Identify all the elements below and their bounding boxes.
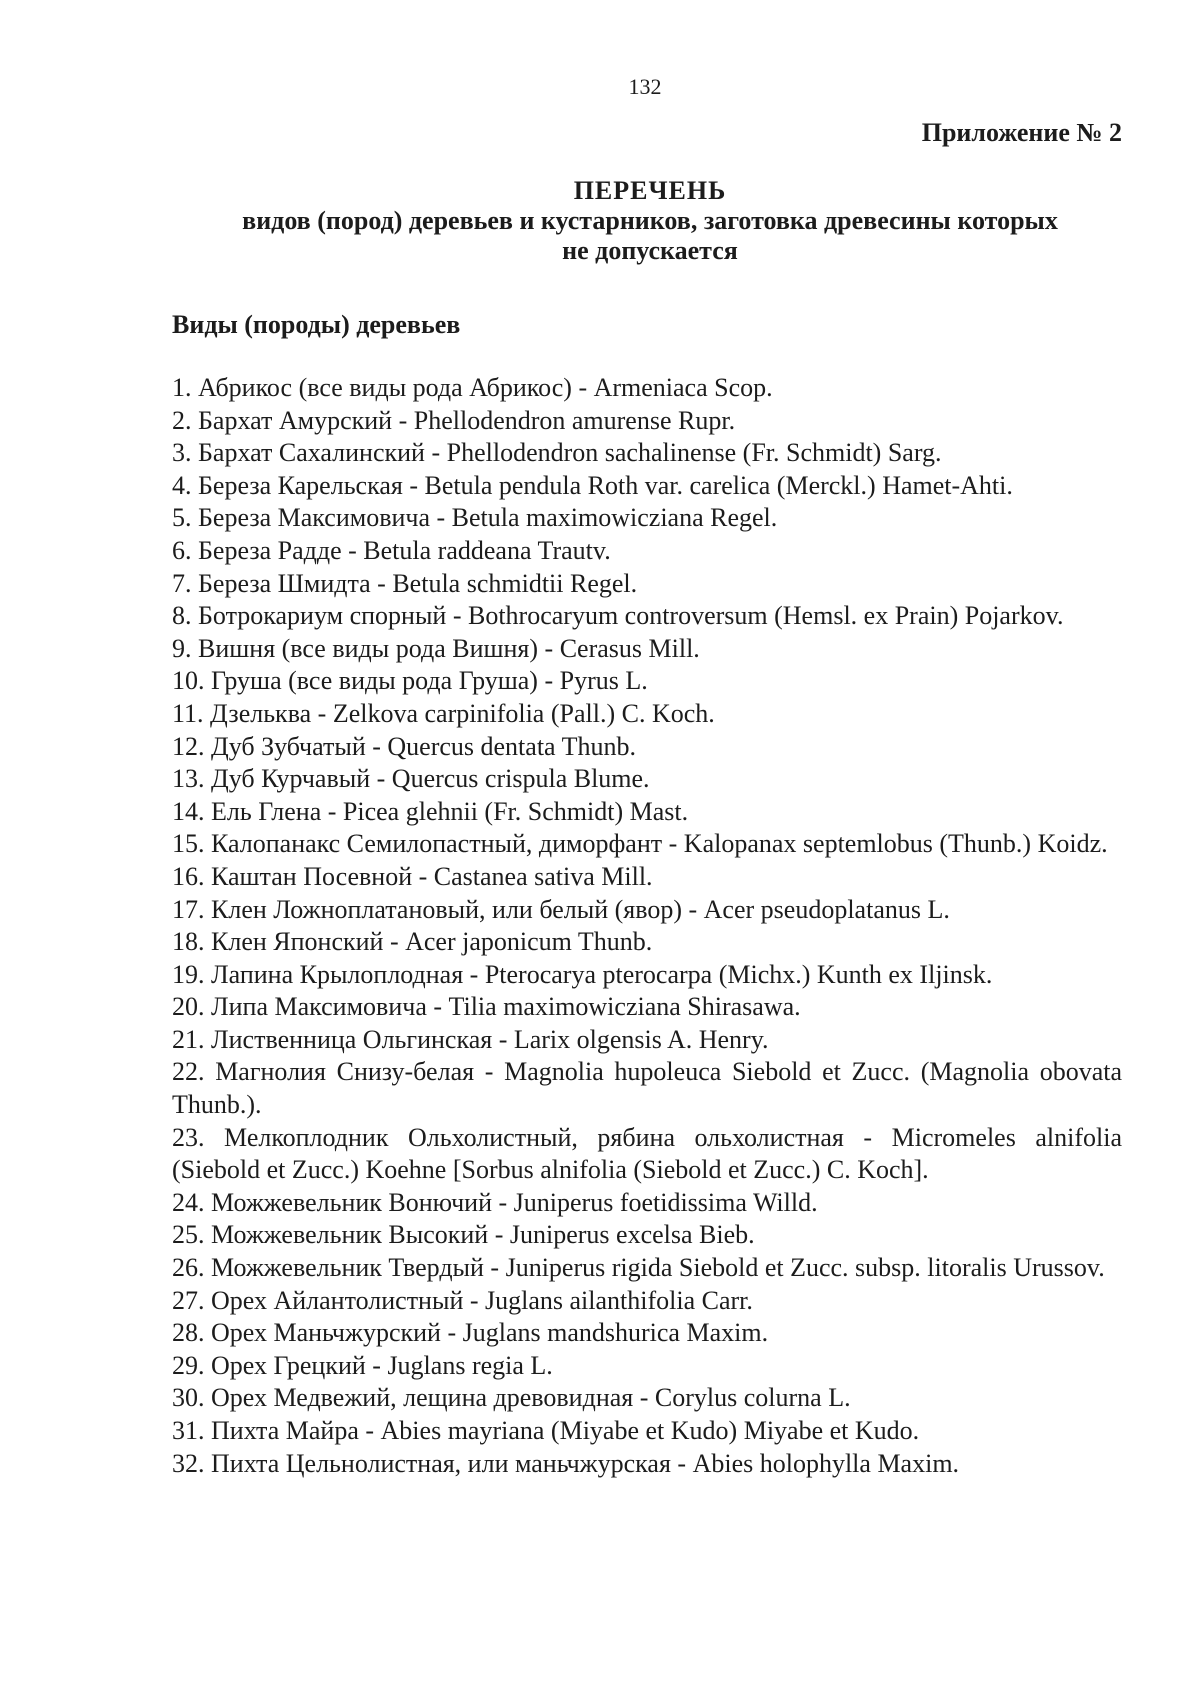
- species-item: 25. Можжевельник Высокий - Juniperus excelsa Bieb.: [172, 1220, 755, 1250]
- title-subtitle-line-1: видов (пород) деревьев и кустарников, заготовка древесины которых: [242, 206, 1058, 235]
- species-item: 16. Каштан Посевной - Castanea sativa Mill.: [172, 861, 653, 891]
- species-item: 11. Дзельква - Zelkova carpinifolia (Pall.) C. Koch.: [172, 698, 715, 728]
- species-item: 21. Лиственница Ольгинская - Larix olgensis A. Henry.: [172, 1024, 769, 1054]
- section-heading: Виды (породы) деревьев: [172, 310, 461, 339]
- species-item: 29. Орех Грецкий - Juglans regia L.: [172, 1350, 553, 1380]
- species-item: 15. Калопанакс Семилопастный, диморфант - Kalopanax septemlobus (Thunb.) Koidz.: [172, 829, 1108, 859]
- species-item: 1. Абрикос (все виды рода Абрикос) - Armeniaca Scop.: [172, 373, 773, 402]
- species-list: [172, 372, 1122, 1480]
- species-item: 13. Дуб Курчавый - Quercus crispula Blume.: [172, 764, 650, 794]
- species-item: 26. Можжевельник Твердый - Juniperus rigida Siebold et Zucc. subsp. litoralis Urussov.: [172, 1253, 1105, 1283]
- species-item: 32. Пихта Цельнолистная, или маньчжурская - Abies holophylla Maxim.: [172, 1448, 960, 1478]
- species-item: 19. Лапина Крылоплодная - Pterocarya pterocarpa (Michx.) Kunth ex Iljinsk.: [172, 959, 993, 989]
- species-item: 6. Береза Радде - Betula raddeana Trautv.: [172, 535, 611, 565]
- species-item: 12. Дуб Зубчатый - Quercus dentata Thunb.: [172, 731, 637, 761]
- species-item: 10. Груша (все виды рода Груша) - Pyrus L.: [172, 666, 648, 696]
- species-item: 2. Бархат Амурский - Phellodendron amurense Rupr.: [172, 405, 736, 435]
- species-item: 22. Магнолия Снизу-белая - Magnolia hupoleuca Siebold et Zucc. (Magnolia obovata Thunb.).: [172, 1057, 1122, 1120]
- species-item: 18. Клен Японский - Acer japonicum Thunb.: [172, 927, 653, 957]
- species-item: 8. Ботрокариум спорный - Bothrocaryum controversum (Hemsl. ex Prain) Pojarkov.: [172, 601, 1064, 631]
- title-subtitle-line-2: не допускается: [562, 236, 738, 265]
- species-item: 7. Береза Шмидта - Betula schmidtii Regel.: [172, 568, 638, 598]
- species-item: 5. Береза Максимовича - Betula maximowicziana Regel.: [172, 503, 778, 533]
- species-item: 27. Орех Айлантолистный - Juglans ailanthifolia Carr.: [172, 1285, 753, 1315]
- species-item: 23. Мелкоплодник Ольхолистный, рябина ольхолистная - Micromeles alnifolia (Siebold et Zucc.) Koehne [Sorbus alnifolia (Siebold et Zucc.) C. Koch].: [172, 1122, 1122, 1185]
- species-item: 31. Пихта Майра - Abies mayriana (Miyabe et Kudo) Miyabe et Kudo.: [172, 1416, 920, 1445]
- species-item: 9. Вишня (все виды рода Вишня) - Cerasus Mill.: [172, 633, 700, 663]
- species-item: 28. Орех Маньчжурский - Juglans mandshurica Maxim.: [172, 1318, 769, 1348]
- species-item: 4. Береза Карельская - Betula pendula Roth var. carelica (Merckl.) Hamet-Ahti.: [172, 470, 1013, 500]
- species-item: 24. Можжевельник Вонючий - Juniperus foetidissima Willd.: [172, 1187, 818, 1217]
- species-item: 14. Ель Глена - Picea glehnii (Fr. Schmidt) Mast.: [172, 796, 689, 826]
- species-item: 20. Липа Максимовича - Tilia maximowicziana Shirasawa.: [172, 992, 801, 1022]
- species-item: 30. Орех Медвежий, лещина древовидная - Corylus colurna L.: [172, 1383, 851, 1413]
- species-item: 17. Клен Ложноплатановый, или белый (явор) - Acer pseudoplatanus L.: [172, 894, 950, 924]
- document-title: [160, 176, 1140, 266]
- species-item: 3. Бархат Сахалинский - Phellodendron sachalinense (Fr. Schmidt) Sarg.: [172, 438, 942, 468]
- page-number: 132: [628, 74, 662, 99]
- appendix-label: Приложение № 2: [921, 118, 1122, 147]
- title-main: ПЕРЕЧЕНЬ: [573, 176, 727, 205]
